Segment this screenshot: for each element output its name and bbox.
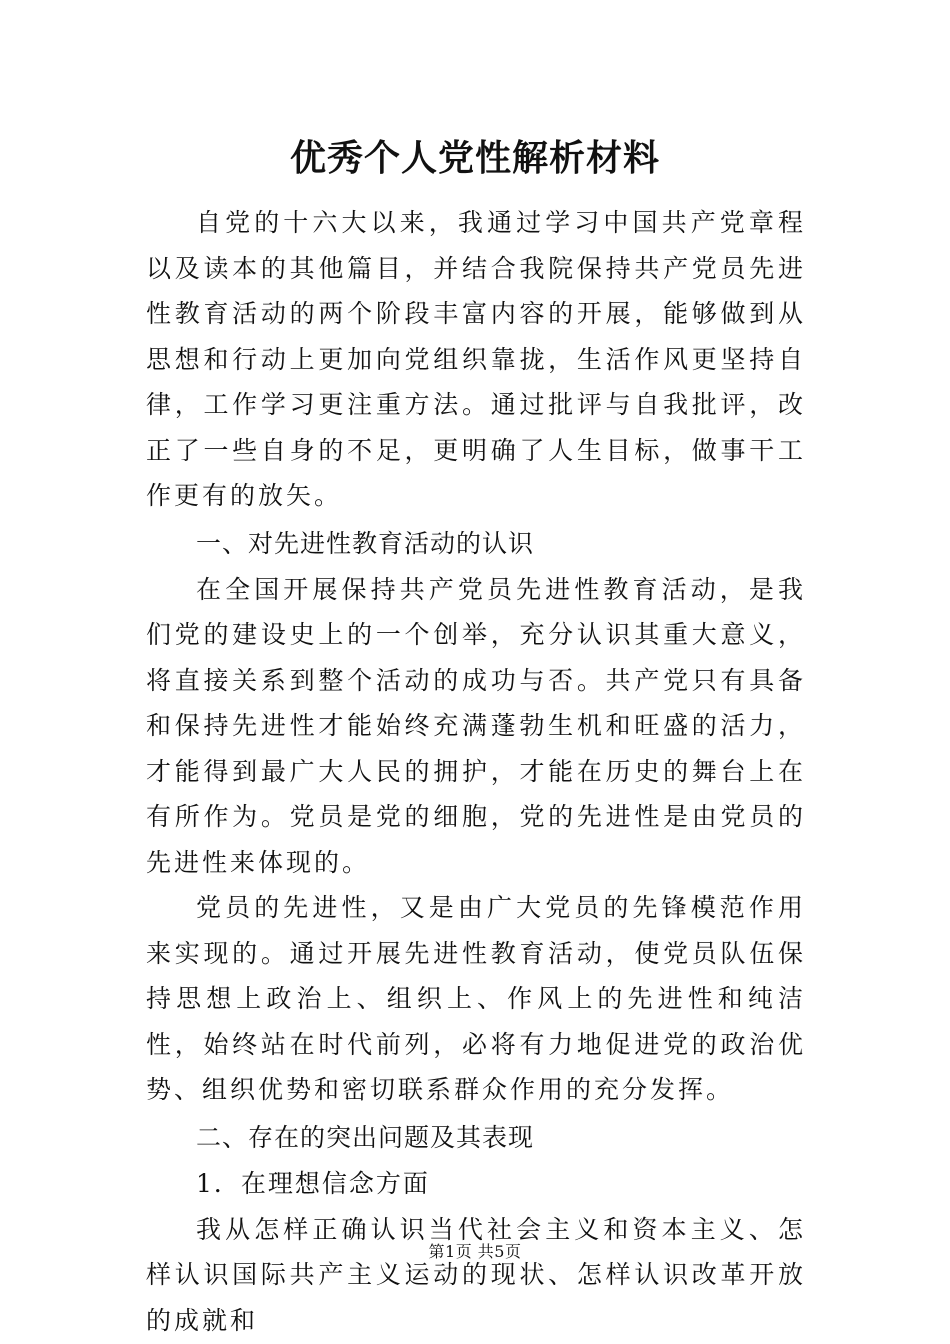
paragraph-section1-a: 在全国开展保持共产党员先进性教育活动，是我们党的建设史上的一个创举，充分认识其重大意义，将直接关系到整个活动的成功与否。共产党只有具备和保持先进性才能始终充满蓬勃生机和旺盛的活力，才能得到最广大人民的拥护，才能在历史的舞台上在有所作为。党员是党的细胞，党的先进性是由党员的先进性来体现的。 [146, 574, 806, 877]
document-title: 优秀个人党性解析材料 [289, 137, 660, 179]
paragraph-section1-b: 党员的先进性，又是由广大党员的先锋模范作用来实现的。通过开展先进性教育活动，使党员队伍保持思想上政治上、组织上、作风上的先进性和纯洁性，始终站在时代前列，必将有力地促进党的政治优势、组织优势和密切联系群众作用的充分发挥。 [146, 893, 806, 1104]
section-heading-2: 二、存在的突出问题及其表现 [196, 1122, 535, 1152]
section-heading-1: 一、对先进性教育活动的认识 [196, 528, 535, 558]
paragraph-section2-a: 我从怎样正确认识当代社会主义和资本主义、怎样认识国际共产主义运动的现状、怎样认识改革开放的成就和 [146, 1214, 806, 1335]
page-footer: 第1页 共5页 [428, 1242, 522, 1261]
document-body [146, 200, 806, 1343]
paragraph-intro: 自党的十六大以来，我通过学习中国共产党章程以及读本的其他篇目，并结合我院保持共产党员先进性教育活动的两个阶段丰富内容的开展，能够做到从思想和行动上更加向党组织靠拢，生活作风更坚持自律，工作学习更注重方法。通过批评与自我批评，改正了一些自身的不足，更明确了人生目标，做事干工作更有的放矢。 [146, 208, 806, 510]
subsection-heading-1: 1．在理想信念方面 [196, 1168, 430, 1198]
